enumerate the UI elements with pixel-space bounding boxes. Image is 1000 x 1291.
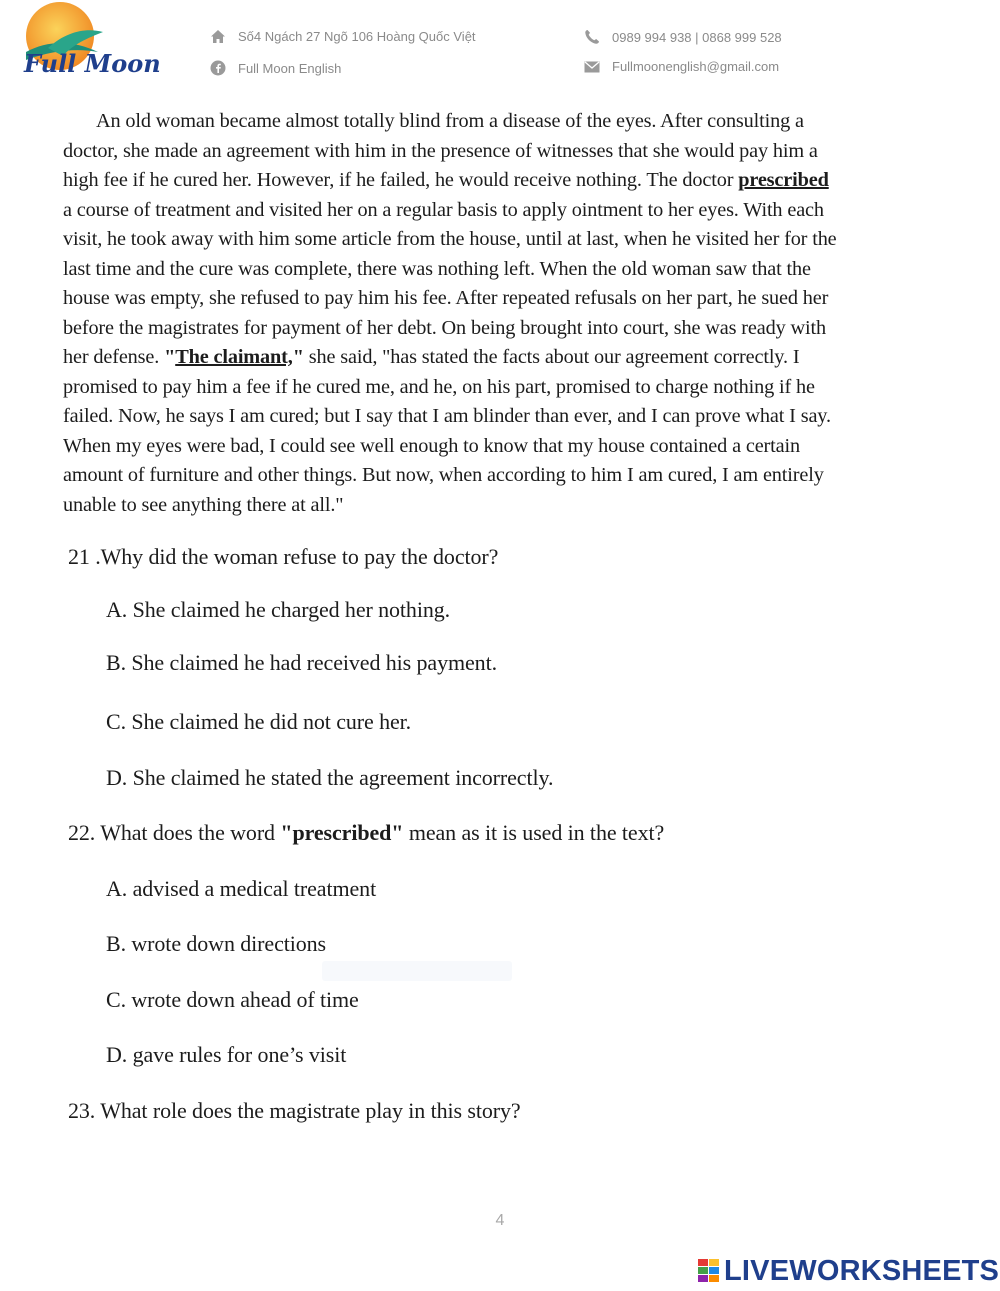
home-icon — [210, 29, 226, 44]
passage-line: a course of treatment and visited her on a regular basis to apply ointment to her eyes. With each — [63, 199, 824, 221]
passage-line: When my eyes were bad, I could see well enough to know that my house contained a certain — [63, 435, 800, 457]
header-email[interactable] — [584, 59, 779, 74]
q21-option-c[interactable] — [106, 709, 411, 735]
passage-line: doctor, she made an agreement with him in the presence of witnesses that she would pay him a — [63, 140, 818, 162]
header-facebook[interactable] — [210, 60, 341, 76]
passage-line — [63, 345, 799, 369]
passage-text: high fee if he cured her. However, if he failed, he would receive nothing. The doctor — [63, 169, 739, 191]
option-text: She claimed he charged her nothing. — [132, 597, 451, 622]
passage-line: visit, he took away with him some article from the house, until at last, when he visited her for the — [63, 228, 837, 250]
phone-icon — [584, 29, 600, 45]
option-letter: C. — [106, 987, 126, 1012]
option-letter: C. — [106, 709, 126, 734]
svg-text:Full Moon: Full Moon — [24, 49, 161, 78]
option-letter: A. — [106, 876, 128, 901]
option-text: gave rules for one’s visit — [132, 1042, 347, 1067]
passage-line: unable to see anything there at all." — [63, 494, 344, 516]
keyword-claimant: The claimant, — [175, 346, 293, 368]
quote-mark: " — [164, 346, 176, 368]
header-phone — [584, 29, 782, 45]
passage-line: An old woman became almost totally blind from a disease of the eyes. After consulting a — [96, 110, 804, 132]
passage-line: promised to pay him a fee if he cured me, and he, on his part, promised to charge nothing if he — [63, 376, 815, 398]
option-text: She claimed he did not cure her. — [131, 709, 412, 734]
passage-line — [63, 168, 829, 192]
q21-option-a[interactable] — [106, 597, 450, 623]
passage-line: failed. Now, he says I am cured; but I say that I am blinder than ever, and I can prove what I say. — [63, 405, 831, 427]
option-text: wrote down directions — [131, 931, 327, 956]
liveworksheets-logo-icon — [698, 1259, 720, 1283]
question-21-stem: 21 .Why did the woman refuse to pay the doctor? — [68, 544, 499, 569]
option-letter: D. — [106, 1042, 128, 1067]
passage-line: house was empty, she refused to pay him his fee. After repeated refusals on her part, he sued her — [63, 287, 829, 309]
question-23-stem: 23. What role does the magistrate play in this story? — [68, 1098, 521, 1123]
mail-icon — [584, 61, 600, 73]
stem-text: 22. What does the word — [68, 820, 281, 845]
address-text: Số4 Ngách 27 Ngõ 106 Hoàng Quốc Việt — [238, 29, 476, 44]
q21-option-d[interactable] — [106, 765, 553, 791]
stem-text: mean as it is used in the text? — [403, 820, 665, 845]
stem-keyword: "prescribed" — [280, 820, 404, 845]
brand-text: LIVEWORKSHEETS — [724, 1255, 1000, 1287]
phone-text: 0989 994 938 | 0868 999 528 — [612, 29, 782, 45]
q22-option-d[interactable] — [106, 1042, 346, 1068]
option-letter: B. — [106, 650, 126, 675]
liveworksheets-brand[interactable] — [698, 1254, 999, 1288]
option-letter: B. — [106, 931, 126, 956]
facebook-text: Full Moon English — [238, 60, 342, 76]
q22-option-b[interactable] — [106, 931, 326, 957]
option-text: wrote down ahead of time — [131, 987, 359, 1012]
q21-option-b[interactable] — [106, 650, 497, 676]
option-text: advised a medical treatment — [132, 876, 377, 901]
passage-line: before the magistrates for payment of her debt. On being brought into court, she was ready with — [63, 317, 826, 339]
q22-option-a[interactable] — [106, 876, 376, 902]
page-number: 4 — [495, 1212, 505, 1229]
passage-text: she said, "has stated the facts about our agreement correctly. I — [303, 346, 800, 368]
full-moon-logo — [18, 0, 168, 90]
email-text: Fullmoonenglish@gmail.com — [612, 59, 780, 74]
option-text: She claimed he stated the agreement incorrectly. — [132, 765, 554, 790]
option-text: She claimed he had received his payment. — [131, 650, 497, 675]
passage-text: her defense. — [63, 346, 165, 368]
keyword-prescribed: prescribed — [738, 169, 829, 191]
question-22-stem — [68, 820, 664, 846]
option-letter: A. — [106, 597, 128, 622]
quote-mark: " — [292, 346, 304, 368]
option-letter: D. — [106, 765, 128, 790]
q22-option-c[interactable] — [106, 987, 359, 1013]
passage-line: last time and the cure was complete, there was nothing left. When the old woman saw that the — [63, 258, 811, 280]
faint-overlay — [322, 961, 512, 981]
header-address — [210, 29, 476, 44]
passage-line: amount of furniture and other things. But now, when according to him I am cured, I am entirely — [63, 464, 824, 486]
facebook-icon — [210, 60, 226, 76]
